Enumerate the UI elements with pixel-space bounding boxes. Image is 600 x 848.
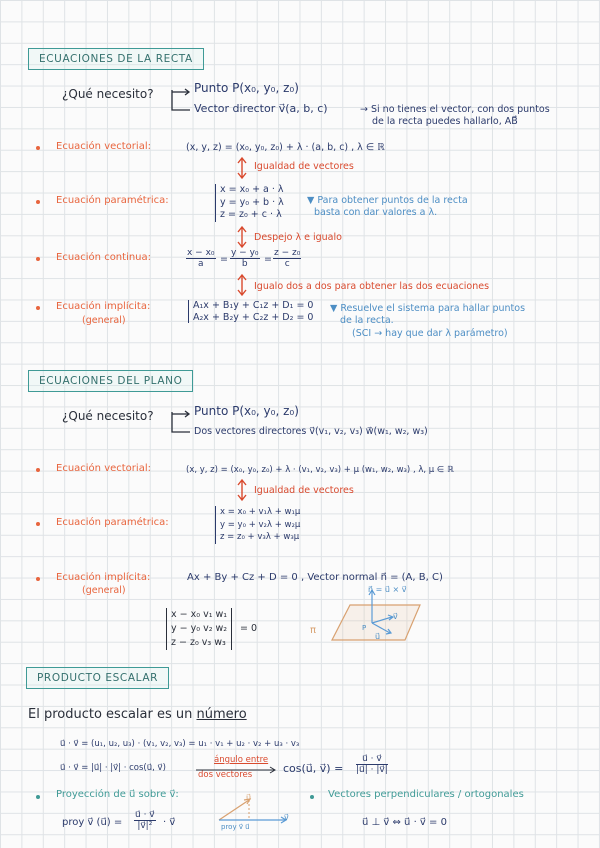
plano-implicita-label: Ecuación implícita: [56,572,151,583]
bullet [36,146,40,150]
arrow-right-icon [196,766,278,774]
plano-arrow1-note: Igualdad de vectores [254,485,354,496]
diagram-v-label: v⃗ [393,612,398,621]
escalar-def1: u⃗ · v⃗ = (u₁, u₂, u₃) · (v₁, v₂, v₃) = u₁ · v₁ + u₂ · v₂ + u₃ · v₃ [60,739,300,749]
bullet [36,468,40,472]
diagram-n-label: n⃗ = u⃗ × v⃗ [368,585,407,594]
perp-eq: u⃗ ⊥ v⃗ ⇔ u⃗ · v⃗ = 0 [362,817,447,828]
cos-lhs: cos(u⃗, v⃗) = [283,762,344,775]
plano-question: ¿Qué necesito? [62,409,154,423]
plano-need-point: Punto P(x₀, y₀, z₀) [194,404,299,418]
recta-arrow2-note: Despejo λ e igualo [254,232,342,243]
impl-row: A₂x + B₂y + C₂z + D₂ = 0 [193,311,314,323]
escalar-title-word: número [196,707,247,722]
param-row: x = x₀ + a · λ [220,184,284,195]
diagram-pi-label: π [310,625,317,636]
recta-implicita-sub: (general) [82,315,126,326]
recta-note-line2: de la recta puedes hallarlo, AB⃗ [372,116,518,127]
param-row: z = z₀ + c · λ [220,209,282,220]
proj-fraction [134,810,156,831]
impl-row: A₁x + B₁y + C₁z + D₁ = 0 [193,300,314,311]
recta-vectorial-label: Ecuación vectorial: [56,141,151,152]
recta-arrow3-note: Igualo dos a dos para obtener las dos ecuaciones [254,281,490,292]
param-row: z = z₀ + v₃λ + w₃μ [220,532,300,542]
cos-fraction [356,754,388,775]
recta-parametrica-label: Ecuación paramétrica: [56,195,169,206]
frac-num: u⃗ · v⃗ [135,810,155,820]
recta-note-line1: → Si no tienes el vector, con dos puntos [360,104,550,115]
plano-vectorial-label: Ecuación vectorial: [56,463,151,474]
angle-note2: dos vectores [198,770,253,780]
frac-den: b [241,259,248,269]
cont-fraction-z [273,248,301,269]
bullet [310,795,314,799]
diagram-u-label: u⃗ [375,632,381,641]
recta-brace-arrows [168,88,194,114]
escalar-title [28,707,247,722]
recta-continua-label: Ecuación continua: [56,252,152,263]
frac-den: |u⃗| · |v⃗| [356,765,388,775]
recta-param-system [215,184,284,222]
det-row: x − x₀ v₁ w₁ [171,609,228,620]
recta-question: ¿Qué necesito? [62,87,154,101]
perp-label: Vectores perpendiculares / ortogonales [328,789,524,800]
proj-diag-v: v⃗ [284,813,289,822]
recta-impl-system [188,300,313,323]
recta-need-vector: Vector director v⃗(a, b, c) [194,102,328,115]
recta-implicita-label: Ecuación implícita: [56,301,151,312]
recta-impl-note2: de la recta. [340,315,394,326]
escalar-title-pre: El producto escalar es un [28,707,197,722]
double-arrow-icon [236,479,248,501]
det-equals: = 0 [240,623,258,634]
proj-rhs: · v⃗ [163,817,176,828]
cont-fraction-x [186,248,216,269]
frac-num: z − z₀ [274,248,301,258]
param-row: x = x₀ + v₁λ + w₁μ [220,507,301,517]
param-row: y = y₀ + b · λ [220,196,284,208]
recta-impl-note1: ▼ Resuelve el sistema para hallar puntos [330,303,526,314]
bullet [36,200,40,204]
cont-fraction-y [230,248,260,269]
recta-param-note2: basta con dar valores a λ. [314,207,438,218]
frac-den: c [284,259,290,269]
plane-diagram [310,585,430,650]
plano-brace-arrows [168,410,194,436]
escalar-header: PRODUCTO ESCALAR [26,667,169,689]
plano-implicita-eq: Ax + By + Cz + D = 0 , Vector normal n⃗ = (A, B, C) [187,572,443,583]
escalar-def2: u⃗ · v⃗ = |u⃗| · |v⃗| · cos(u⃗, v⃗) [60,763,166,773]
recta-param-note1: ▼ Para obtener puntos de la recta [307,195,468,206]
plano-implicita-sub: (general) [82,585,126,596]
bullet [36,522,40,526]
frac-num: x − x₀ [187,248,215,258]
double-arrow-icon [236,274,248,296]
eq-sign: = [264,254,272,265]
recta-arrow1-note: Igualdad de vectores [254,161,354,172]
proj-label: Proyección de u⃗ sobre v⃗: [56,789,179,800]
plano-determinant [166,608,232,650]
angle-note1: ángulo entre [214,755,269,765]
bullet [36,257,40,261]
proj-diag-p: proy v⃗ u⃗ [221,823,250,831]
double-arrow-icon [236,226,248,248]
plano-header: ECUACIONES DEL PLANO [28,370,193,392]
recta-vectorial-eq: (x, y, z) = (x₀, y₀, z₀) + λ · (a, b, c) , λ ∈ ℝ [186,142,385,153]
frac-num: y − y₀ [231,248,259,258]
double-arrow-icon [236,157,248,179]
plano-param-system [215,506,300,544]
recta-header: ECUACIONES DE LA RECTA [28,48,204,70]
plano-parametrica-label: Ecuación paramétrica: [56,517,169,528]
diagram-p-label: P [362,624,367,632]
eq-sign: = [220,254,228,265]
frac-den: |v⃗|² [137,821,153,831]
plano-vectorial-eq: (x, y, z) = (x₀, y₀, z₀) + λ · (v₁, v₂, v₃) + μ (w₁, w₂, w₃) , λ, μ ∈ ℝ [186,465,454,475]
bullet [36,795,40,799]
bullet [36,306,40,310]
recta-impl-note3: (SCI → hay que dar λ parámetro) [352,328,508,339]
det-row: y − y₀ v₂ w₂ [171,623,228,634]
proj-diag-u: u⃗ [246,793,252,802]
frac-den: a [198,259,204,269]
frac-num: u⃗ · v⃗ [356,754,388,765]
proj-lhs: proy v⃗ (u⃗) = [62,817,123,828]
plano-need-vectors: Dos vectores directores v⃗(v₁, v₂, v₃) w⃗(w₁, w₂, w₃) [194,426,428,437]
bullet [36,577,40,581]
param-row: y = y₀ + v₂λ + w₂μ [220,519,301,530]
recta-need-point: Punto P(x₀, y₀, z₀) [194,81,299,95]
det-row: z − z₀ v₃ w₃ [171,637,226,648]
